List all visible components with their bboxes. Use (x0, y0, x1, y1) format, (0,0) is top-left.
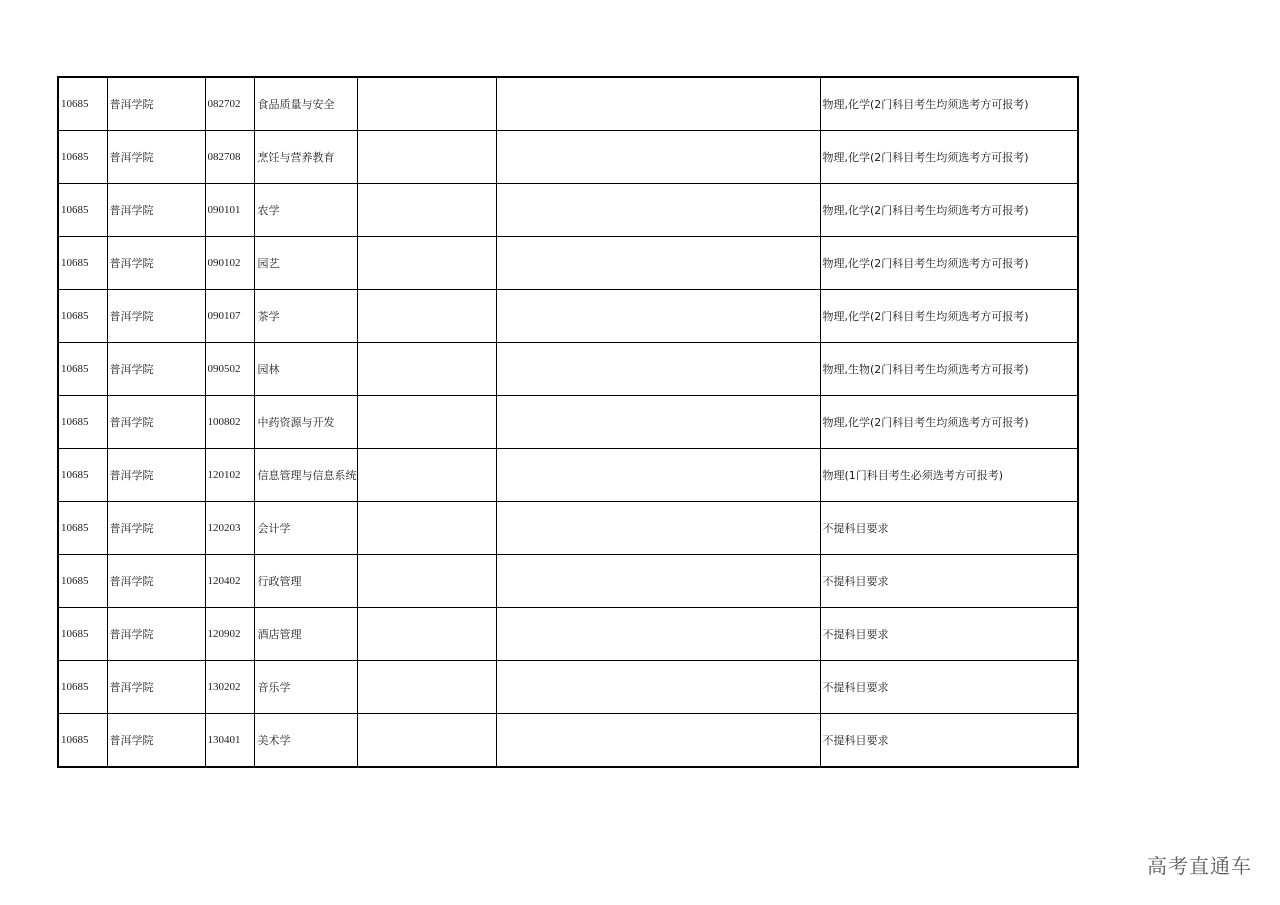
empty-cell (357, 343, 496, 396)
institution-name-cell: 普洱学院 (107, 77, 205, 131)
institution-code-cell: 10685 (58, 77, 107, 131)
table-row (58, 237, 1078, 290)
subject-requirement-cell: 物理(1门科目考生必须选考方可报考) (820, 449, 1078, 502)
empty-cell (496, 608, 820, 661)
table-body (58, 77, 1078, 767)
empty-cell (496, 184, 820, 237)
institution-name-cell: 普洱学院 (107, 290, 205, 343)
empty-cell (357, 131, 496, 184)
major-code-cell: 120902 (205, 608, 254, 661)
institution-name-cell: 普洱学院 (107, 661, 205, 714)
subject-requirement-cell: 不提科目要求 (820, 608, 1078, 661)
watermark-text: 高考直通车 (1147, 854, 1252, 878)
institution-name-cell: 普洱学院 (107, 502, 205, 555)
empty-cell (496, 77, 820, 131)
institution-code-cell: 10685 (58, 343, 107, 396)
subject-requirement-cell: 物理,化学(2门科目考生均须选考方可报考) (820, 77, 1078, 131)
empty-cell (496, 396, 820, 449)
table-row (58, 77, 1078, 131)
institution-code-cell: 10685 (58, 396, 107, 449)
subject-requirements-table (57, 76, 1079, 768)
empty-cell (357, 502, 496, 555)
major-name-cell: 信息管理与信息系统 (254, 449, 357, 502)
table-row (58, 502, 1078, 555)
empty-cell (357, 449, 496, 502)
major-name-cell: 茶学 (254, 290, 357, 343)
major-name-cell: 行政管理 (254, 555, 357, 608)
empty-cell (496, 343, 820, 396)
major-code-cell: 120203 (205, 502, 254, 555)
institution-code-cell: 10685 (58, 184, 107, 237)
major-name-cell: 农学 (254, 184, 357, 237)
major-code-cell: 090101 (205, 184, 254, 237)
empty-cell (496, 502, 820, 555)
institution-code-cell: 10685 (58, 608, 107, 661)
subject-requirement-cell: 不提科目要求 (820, 502, 1078, 555)
institution-name-cell: 普洱学院 (107, 449, 205, 502)
empty-cell (357, 608, 496, 661)
major-code-cell: 082708 (205, 131, 254, 184)
table-row (58, 131, 1078, 184)
major-name-cell: 酒店管理 (254, 608, 357, 661)
institution-code-cell: 10685 (58, 290, 107, 343)
institution-name-cell: 普洱学院 (107, 396, 205, 449)
subject-requirement-cell: 物理,化学(2门科目考生均须选考方可报考) (820, 237, 1078, 290)
table-row (58, 661, 1078, 714)
table-row (58, 343, 1078, 396)
major-name-cell: 园林 (254, 343, 357, 396)
institution-code-cell: 10685 (58, 131, 107, 184)
subject-requirement-cell: 物理,化学(2门科目考生均须选考方可报考) (820, 131, 1078, 184)
major-name-cell: 音乐学 (254, 661, 357, 714)
empty-cell (496, 555, 820, 608)
subject-requirement-cell: 不提科目要求 (820, 714, 1078, 768)
table-row (58, 184, 1078, 237)
institution-name-cell: 普洱学院 (107, 714, 205, 768)
subject-requirement-cell: 物理,化学(2门科目考生均须选考方可报考) (820, 184, 1078, 237)
table-row (58, 608, 1078, 661)
major-code-cell: 090102 (205, 237, 254, 290)
major-code-cell: 120102 (205, 449, 254, 502)
institution-code-cell: 10685 (58, 661, 107, 714)
table-row (58, 555, 1078, 608)
empty-cell (496, 449, 820, 502)
major-code-cell: 100802 (205, 396, 254, 449)
empty-cell (357, 290, 496, 343)
institution-name-cell: 普洱学院 (107, 343, 205, 396)
major-code-cell: 130202 (205, 661, 254, 714)
empty-cell (496, 661, 820, 714)
empty-cell (357, 555, 496, 608)
empty-cell (357, 396, 496, 449)
subject-requirement-cell: 不提科目要求 (820, 661, 1078, 714)
major-code-cell: 090107 (205, 290, 254, 343)
institution-name-cell: 普洱学院 (107, 131, 205, 184)
empty-cell (357, 237, 496, 290)
institution-name-cell: 普洱学院 (107, 555, 205, 608)
subject-requirement-cell: 物理,化学(2门科目考生均须选考方可报考) (820, 290, 1078, 343)
institution-code-cell: 10685 (58, 502, 107, 555)
institution-code-cell: 10685 (58, 237, 107, 290)
major-name-cell: 会计学 (254, 502, 357, 555)
subject-requirement-cell: 物理,生物(2门科目考生均须选考方可报考) (820, 343, 1078, 396)
table-row (58, 290, 1078, 343)
empty-cell (496, 714, 820, 768)
major-name-cell: 园艺 (254, 237, 357, 290)
institution-code-cell: 10685 (58, 714, 107, 768)
table-row (58, 396, 1078, 449)
major-code-cell: 082702 (205, 77, 254, 131)
major-name-cell: 美术学 (254, 714, 357, 768)
empty-cell (357, 184, 496, 237)
subject-requirement-cell: 不提科目要求 (820, 555, 1078, 608)
institution-code-cell: 10685 (58, 555, 107, 608)
major-code-cell: 120402 (205, 555, 254, 608)
major-code-cell: 130401 (205, 714, 254, 768)
institution-name-cell: 普洱学院 (107, 608, 205, 661)
institution-code-cell: 10685 (58, 449, 107, 502)
major-name-cell: 中药资源与开发 (254, 396, 357, 449)
major-name-cell: 烹饪与营养教育 (254, 131, 357, 184)
major-name-cell: 食品质量与安全 (254, 77, 357, 131)
empty-cell (357, 77, 496, 131)
major-code-cell: 090502 (205, 343, 254, 396)
empty-cell (496, 237, 820, 290)
empty-cell (357, 661, 496, 714)
empty-cell (496, 290, 820, 343)
table-row (58, 714, 1078, 768)
institution-name-cell: 普洱学院 (107, 237, 205, 290)
table-row (58, 449, 1078, 502)
empty-cell (496, 131, 820, 184)
institution-name-cell: 普洱学院 (107, 184, 205, 237)
empty-cell (357, 714, 496, 768)
subject-requirement-cell: 物理,化学(2门科目考生均须选考方可报考) (820, 396, 1078, 449)
